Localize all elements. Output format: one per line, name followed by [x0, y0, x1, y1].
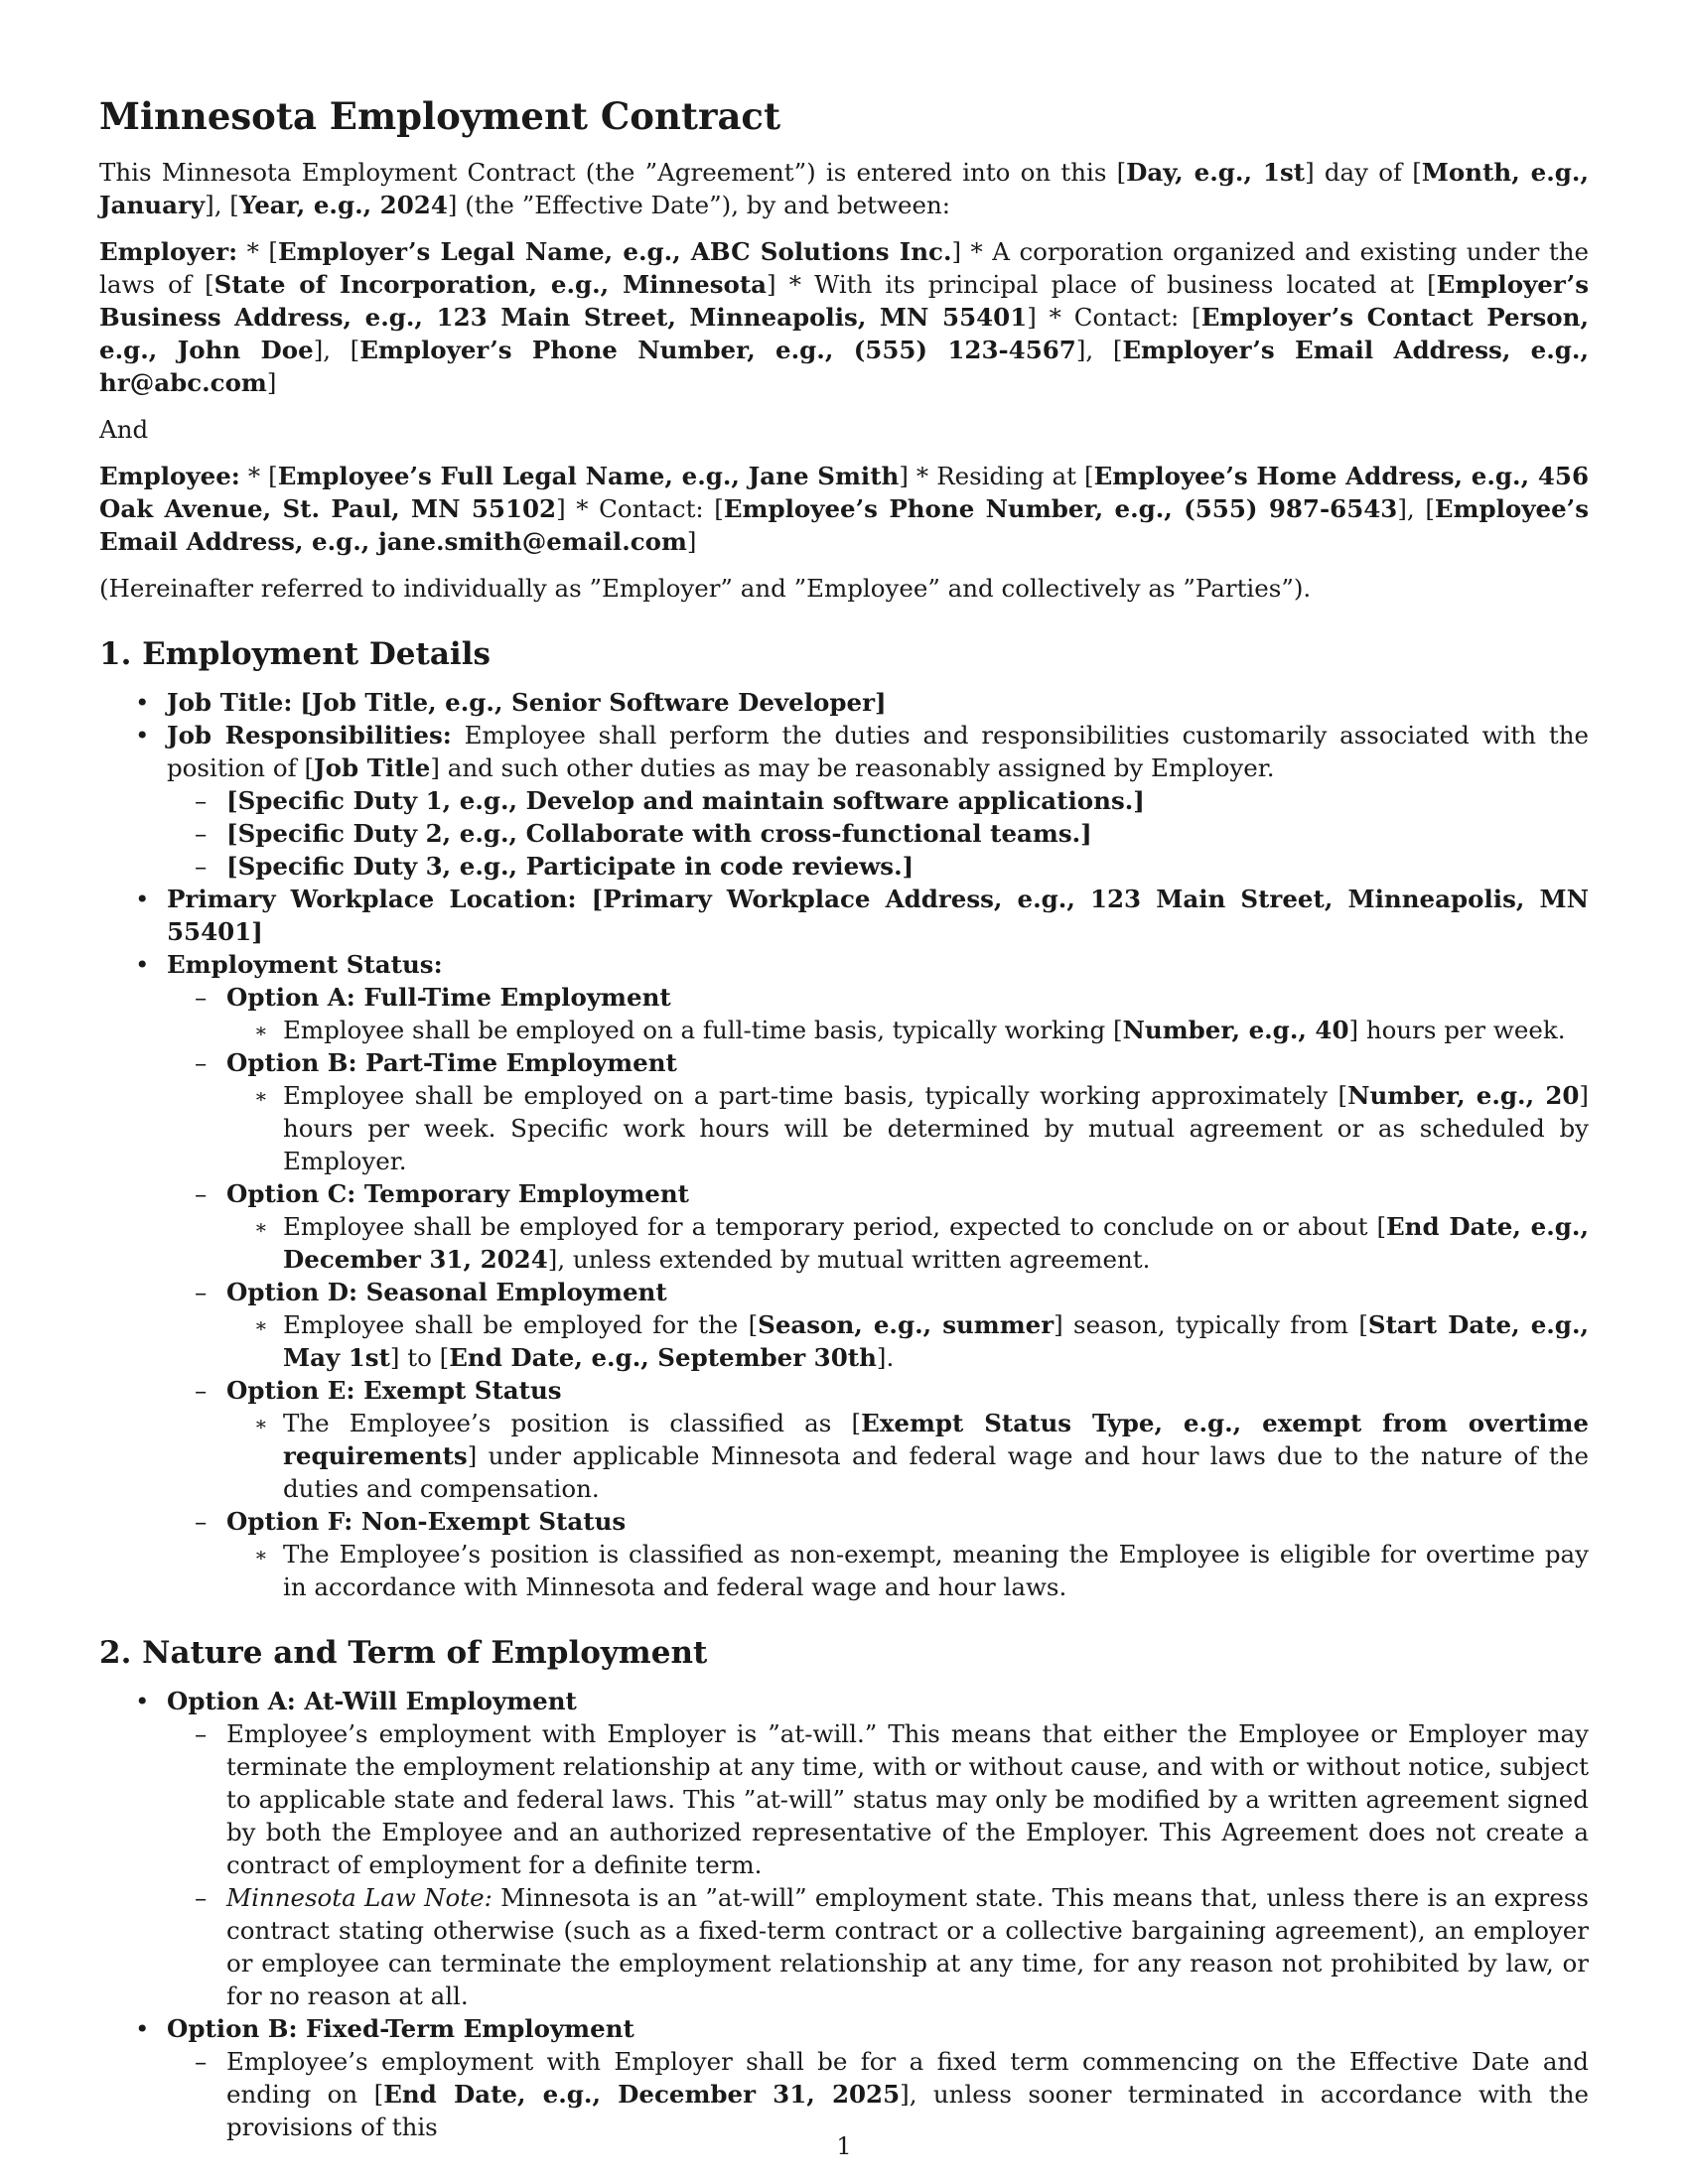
- employer-name-placeholder: Employer’s Legal Name, e.g., ABC Solutions Inc.: [277, 237, 952, 266]
- option-detail-list: [226, 1079, 1589, 1177]
- list-item: – [Specific Duty 3, e.g., Participate in code reviews.]: [167, 850, 1589, 883]
- option-detail-list: [226, 1538, 1589, 1603]
- job-title-ref: Job Title: [314, 753, 431, 782]
- employee-text: * Contact:: [565, 494, 715, 523]
- option-text: Employee shall be employed for the: [283, 1310, 749, 1339]
- employer-text: *: [237, 237, 269, 266]
- list-item: ∗ The Employee’s position is classified as non-exempt, meaning the Employee is eligible for overtime pay in accordance with Minnesota and federal wage and hour laws.: [226, 1538, 1589, 1603]
- duties-list: [167, 784, 1589, 883]
- option-text: to: [399, 1343, 440, 1372]
- intro-text: ,: [213, 191, 230, 219]
- document-page: [99, 84, 1589, 2143]
- list-item: ∗ The Employee’s position is classified as [Exempt Status Type, e.g., exempt from overtime requirements] under applicable Minnesota and federal wage and hour laws due to the nature of the duties and compensation.: [226, 1407, 1589, 1505]
- employer-contact-placeholder: Employer’s Contact Person, e.g., John Doe: [99, 303, 1589, 364]
- job-title-placeholder: Job Title, e.g., Senior Software Developer: [311, 688, 876, 717]
- responsibilities-text: and such other duties as may be reasonably assigned by Employer.: [439, 753, 1275, 782]
- option-text: Employee shall be employed for a temporary period, expected to conclude on or about: [283, 1212, 1377, 1241]
- list-item: – [Specific Duty 2, e.g., Collaborate with cross-functional teams.]: [167, 817, 1589, 850]
- start-date-placeholder: Start Date, e.g., May 1st: [283, 1310, 1590, 1372]
- option-text: under applicable Minnesota and federal wage and hour laws due to the nature of the duties and compensation.: [283, 1441, 1589, 1503]
- employee-text: * Residing at: [908, 462, 1084, 490]
- employer-text: ,: [323, 336, 351, 364]
- duty-placeholder: Specific Duty 2, e.g., Collaborate with cross-functional teams.: [237, 819, 1081, 848]
- page-number: 1: [836, 2132, 852, 2160]
- responsibilities-label: Job Responsibilities:: [167, 721, 452, 750]
- option-text: Employee’s employment with Employer shall be for a fixed term commencing on the Effective Date and ending on: [226, 2047, 1589, 2109]
- season-placeholder: Season, e.g., summer: [758, 1310, 1055, 1339]
- employee-text: ,: [1406, 494, 1426, 523]
- end-date-placeholder: End Date, e.g., September 30th: [449, 1343, 877, 1372]
- option-label: Option C: Temporary Employment: [226, 1179, 689, 1208]
- list-item: [167, 1505, 1589, 1603]
- employee-label: Employee:: [99, 462, 240, 490]
- list-item: ∗ Employee shall be employed for a temporary period, expected to conclude on or about [End Date, e.g., December 31, 2024], unless extended by mutual written agreement.: [226, 1210, 1589, 1276]
- employee-text: *: [239, 462, 269, 490]
- employer-text: ,: [1085, 336, 1113, 364]
- option-text: hours per week.: [1358, 1016, 1566, 1044]
- option-label: Option F: Non-Exempt Status: [226, 1507, 627, 1536]
- list-item: [99, 948, 1589, 1603]
- option-text: , unless sooner terminated in accordance with the provisions of this: [226, 2080, 1589, 2141]
- option-text: season, typically from: [1062, 1310, 1359, 1339]
- workplace-label: Primary Workplace Location:: [167, 885, 577, 913]
- hereinafter-paragraph: (Hereinafter referred to individually as ”Employer” and ”Employee” and collectively as ”Parties”).: [99, 574, 1312, 603]
- option-text: hours per week. Specific work hours will be determined by mutual agreement or as scheduled by Employer.: [283, 1114, 1589, 1175]
- list-item: • Job Responsibilities: Employee shall perform the duties and responsibilities customarily associated with the position of [Job Title] and such other duties as may be reasonably assigned by Employer. – [Specific Duty 1, e.g., Develop and maintain software applications.] – [Specific Duty 2, e.g., Collaborate with cross-functional teams.] – [Specific Duty 3, e.g., Participate in code reviews.]: [99, 719, 1589, 883]
- day-placeholder: Day, e.g., 1st: [1126, 158, 1306, 187]
- responsibilities-text: Employee shall perform the duties and responsibilities customarily associated with the position of: [167, 721, 1589, 782]
- option-label: Option B: Fixed-Term Employment: [167, 2014, 634, 2043]
- year-placeholder: Year, e.g., 2024: [238, 191, 448, 219]
- exempt-type-placeholder: Exempt Status Type, e.g., exempt from overtime requirements: [283, 1409, 1589, 1470]
- list-item: ∗ Employee shall be employed on a full-time basis, typically working [Number, e.g., 40] hours per week.: [226, 1014, 1589, 1046]
- list-item: [99, 1685, 1589, 2012]
- list-item: [167, 981, 1589, 1046]
- employer-phone-placeholder: Employer’s Phone Number, e.g., (555) 123-4567: [359, 336, 1076, 364]
- intro-text: day of: [1314, 158, 1413, 187]
- option-label: Option A: Full-Time Employment: [226, 983, 671, 1012]
- list-item: – Employee’s employment with Employer is ”at-will.” This means that either the Employee or Employer may terminate the employment relationship at any time, with or without cause, and with or without notice, subject to applicable state and federal laws. This ”at-will” status may only be modified by a written agreement signed by both the Employee and an authorized representative of the Employer. This Agreement does not create a contract of employment for a definite term.: [167, 1717, 1589, 1881]
- section-heading-employment-details: 1. Employment Details: [99, 636, 491, 672]
- duty-placeholder: Specific Duty 3, e.g., Participate in code reviews.: [237, 852, 903, 881]
- option-label: Option D: Seasonal Employment: [226, 1278, 667, 1306]
- hours-placeholder: Number, e.g., 40: [1122, 1016, 1349, 1044]
- employer-text: * A corporation organized and existing under the laws of: [99, 237, 1589, 299]
- employee-email-placeholder: Employee’s Email Address, e.g., jane.smith@email.com: [99, 494, 1589, 556]
- duty-placeholder: Specific Duty 1, e.g., Develop and maintain software applications.: [237, 786, 1134, 815]
- option-text: The Employee’s position is classified as: [283, 1409, 852, 1437]
- option-text: .: [886, 1343, 895, 1372]
- page-title: Minnesota Employment Contract: [99, 94, 781, 138]
- section-heading-nature-term: 2. Nature and Term of Employment: [99, 1635, 708, 1671]
- list-item: [167, 1374, 1589, 1505]
- employer-text: * With its principal place of business located at: [775, 270, 1428, 299]
- list-item: ∗ Employee shall be employed on a part-time basis, typically working approximately [Number, e.g., 20] hours per week. Specific work hours will be determined by mutual agreement or as scheduled by Employer.: [226, 1079, 1589, 1177]
- intro-text: This Minnesota Employment Contract (the ”Agreement”) is entered into on this: [99, 158, 1117, 187]
- employment-status-label: Employment Status:: [167, 950, 443, 979]
- employer-label: Employer:: [99, 237, 238, 266]
- option-label: Option B: Part-Time Employment: [226, 1048, 677, 1077]
- option-detail-list: [226, 1308, 1589, 1374]
- law-note-label: Minnesota Law Note:: [226, 1883, 492, 1912]
- and-text: And: [99, 415, 149, 444]
- option-text: , unless extended by mutual written agreement.: [557, 1245, 1151, 1274]
- list-item: [167, 1276, 1589, 1374]
- list-item: • Job Title: [Job Title, e.g., Senior Software Developer]: [99, 686, 1589, 719]
- employee-address-placeholder: Employee’s Home Address, e.g., 456 Oak Avenue, St. Paul, MN 55102: [99, 462, 1590, 523]
- employment-details-list: [99, 686, 1589, 1603]
- employer-email-placeholder: Employer’s Email Address, e.g., hr@abc.com: [99, 336, 1589, 397]
- status-options-list: [167, 981, 1589, 1603]
- list-item: ∗ Employee shall be employed for the [Season, e.g., summer] season, typically from [Start Date, e.g., May 1st] to [End Date, e.g., September 30th].: [226, 1308, 1589, 1374]
- employer-address-placeholder: Employer’s Business Address, e.g., 123 Main Street, Minneapolis, MN 55401: [99, 270, 1589, 332]
- employer-paragraph: Employer: * [Employer’s Legal Name, e.g., ABC Solutions Inc.] * A corporation organized and existing under the laws of [State of Incorporation, e.g., Minnesota] * With its principal place of business located at [Employer’s Business Address, e.g., 123 Main Street, Minneapolis, MN 55401] * Contact: [Employer’s Contact Person, e.g., John Doe], [Employer’s Phone Number, e.g., (555) 123-4567], [Employer’s Email Address, e.g., hr@abc.com]: [99, 237, 1589, 397]
- list-item: [167, 1177, 1589, 1276]
- list-item: [167, 1046, 1589, 1177]
- option-detail-list: [167, 2045, 1589, 2143]
- list-item: • Primary Workplace Location: [Primary Workplace Address, e.g., 123 Main Street, Minneapolis, MN 55401]: [99, 883, 1589, 948]
- workplace-placeholder: Primary Workplace Address, e.g., 123 Main Street, Minneapolis, MN 55401: [167, 885, 1590, 946]
- list-item: [167, 1881, 1589, 2012]
- option-text: Employee shall be employed on a part-time basis, typically working approximately: [283, 1081, 1338, 1110]
- option-detail-list: [226, 1407, 1589, 1505]
- employer-text: * Contact:: [1036, 303, 1193, 332]
- employee-name-placeholder: Employee’s Full Legal Name, e.g., Jane Smith: [277, 462, 900, 490]
- option-text: Employee shall be employed on a full-time basis, typically working: [283, 1016, 1113, 1044]
- intro-text: (the ”Effective Date”), by and between:: [457, 191, 950, 219]
- hours-placeholder: Number, e.g., 20: [1347, 1081, 1580, 1110]
- list-item: – [Specific Duty 1, e.g., Develop and maintain software applications.]: [167, 784, 1589, 817]
- option-detail-list: [226, 1014, 1589, 1046]
- option-detail-list: [167, 1717, 1589, 2012]
- employee-paragraph: Employee: * [Employee’s Full Legal Name, e.g., Jane Smith] * Residing at [Employee’s Home Address, e.g., 456 Oak Avenue, St. Paul, MN 55102] * Contact: [Employee’s Phone Number, e.g., (555) 987-6543], [Employee’s Email Address, e.g., jane.smith@email.com]: [99, 462, 1590, 556]
- month-placeholder: Month, e.g., January: [99, 158, 1589, 219]
- option-detail-list: [226, 1210, 1589, 1276]
- employer-state-placeholder: State of Incorporation, e.g., Minnesota: [213, 270, 768, 299]
- law-note-text: Minnesota is an ”at-will” employment state. This means that, unless there is an express contract stating otherwise (such as a fixed-term contract or a collective bargaining agreement), an employer or employee can terminate the employment relationship at any time, for any reason not prohibited by law, or for no reason at all.: [226, 1883, 1589, 2010]
- option-label: Option E: Exempt Status: [226, 1376, 562, 1405]
- list-item: – Employee’s employment with Employer shall be for a fixed term commencing on the Effective Date and ending on [End Date, e.g., December 31, 2025], unless sooner terminated in accordance with the provisions of this: [167, 2045, 1589, 2143]
- job-title-label: Job Title:: [167, 688, 293, 717]
- end-date-placeholder: End Date, e.g., December 31, 2024: [283, 1212, 1589, 1274]
- intro-paragraph: This Minnesota Employment Contract (the ”Agreement”) is entered into on this [Day, e.g., 1st] day of [Month, e.g., January], [Year, e.g., 2024] (the ”Effective Date”), by and between:: [99, 158, 1589, 219]
- option-label: Option A: At-Will Employment: [167, 1687, 577, 1715]
- employee-phone-placeholder: Employee’s Phone Number, e.g., (555) 987-6543: [723, 494, 1398, 523]
- list-item: [99, 2012, 1589, 2143]
- nature-term-list: [99, 1685, 1589, 2143]
- end-date-placeholder: End Date, e.g., December 31, 2025: [383, 2080, 901, 2109]
